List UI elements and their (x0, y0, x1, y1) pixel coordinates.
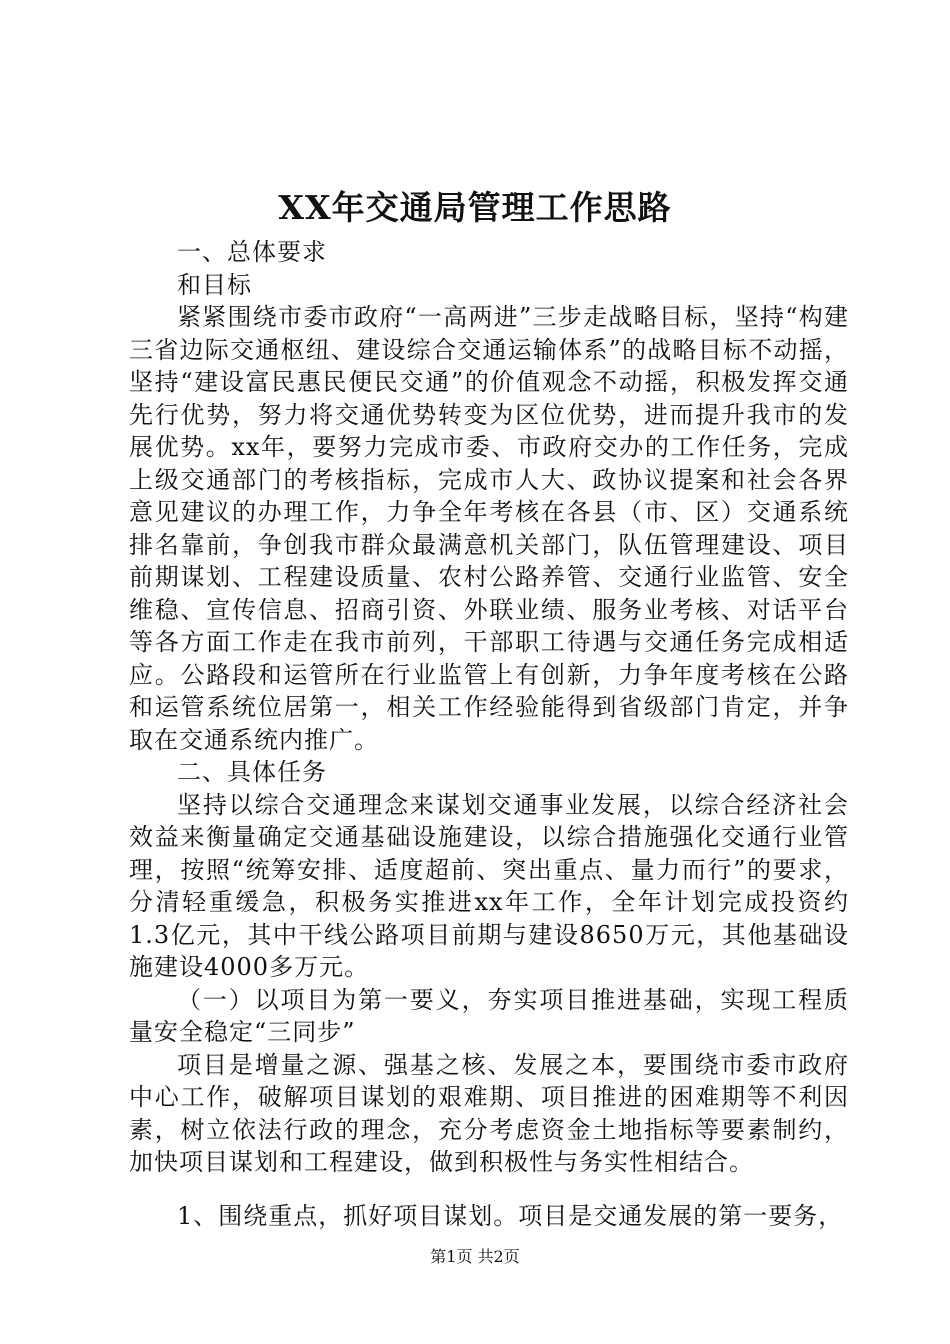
section-heading-2: 二、具体任务 (177, 758, 327, 786)
subsection-heading-1: （一）以项目为第一要义，夯实项目推进基础，实现工程质量安全稳定“三同步” (129, 985, 849, 1046)
paragraph-projects: 项目是增量之源、强基之核、发展之本，要围绕市委市政府中心工作，破解项目谋划的艰难期、项目推进的困难期等不利因素，树立依法行政的理念，充分考虑资金土地指标等要素制约，加快项目谋划和工程建设，做到积极性与务实性相结合。 (129, 1050, 849, 1176)
paragraph-item-1: 1、围绕重点，抓好项目谋划。项目是交通发展的第一要务， (177, 1201, 844, 1230)
paragraph-overall-goals: 紧紧围绕市委市政府“一高两进”三步走战略目标，坚持“构建三省边际交通枢纽、建设综合交通运输体系”的战略目标不动摇，坚持“建设富民惠民便民交通”的价值观念不动摇，积极发挥交通先行优势，努力将交通优势转变为区位优势，进而提升我市的发展优势。xx年，要努力完成市委、市政府交办的工作任务，完成上级交通部门的考核指标，完成市人大、政协议提案和社会各界意见建议的办理工作，力争全年考核在各县（市、区）交通系统排名靠前，争创我市群众最满意机关部门，队伍管理建设、项目前期谋划、工程建设质量、农村公路养管、交通行业监管、安全维稳、宣传信息、招商引资、外联业绩、服务业考核、对话平台等各方面工作走在我市前列，干部职工待遇与交通任务完成相适应。公路段和运管所在行业监管上有创新，力争年度考核在公路和运管系统位居第一，相关工作经验能得到省级部门肯定，并争取在交通系统内推广。 (129, 303, 849, 754)
document-body (129, 236, 849, 1232)
paragraph-specific-tasks: 坚持以综合交通理念来谋划交通事业发展，以综合经济社会效益来衡量确定交通基础设施建设，以综合措施强化交通行业管理，按照“统筹安排、适度超前、突出重点、量力而行”的要求，分清轻重缓急，积极务实推进xx年工作，全年计划完成投资约1.3亿元，其中干线公路项目前期与建设8650万元，其他基础设施建设4000多万元。 (129, 790, 849, 981)
document-title: XX年交通局管理工作思路 (278, 188, 672, 227)
page-footer: 第1页 共2页 (430, 1247, 520, 1266)
section-heading-1: 一、总体要求 (177, 238, 327, 266)
section-heading-1-continued: 和目标 (177, 270, 252, 299)
